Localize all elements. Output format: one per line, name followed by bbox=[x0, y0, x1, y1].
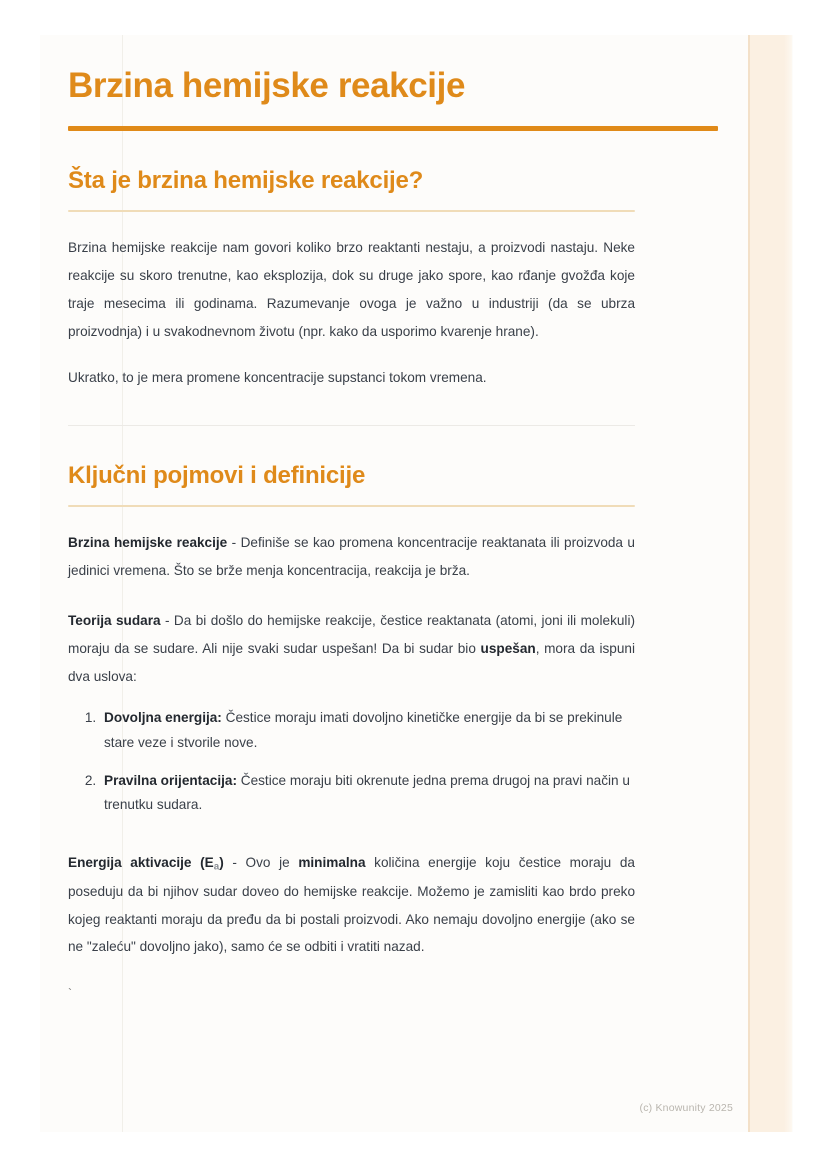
subscript-a: a bbox=[213, 861, 220, 873]
collision-conditions-list bbox=[68, 690, 640, 831]
definition-emphasis: uspešan bbox=[480, 640, 536, 656]
definition-term-text: - Ovo je bbox=[223, 855, 299, 871]
definition-term-label bbox=[68, 855, 224, 873]
document-content bbox=[68, 35, 668, 1001]
paragraph-intro: Brzina hemijske reakcije nam govori koliko brzo reaktanti nestaju, a proizvodi nastaju. Neke reakcije su skoro trenutne, kao eksplozija, dok su druge jako spore, kao rđanje gvožđa koje traje mesecima ili godinama. Razumevanje ovoga je važno u industriji (da se ubrza proizvodnja) i u svakodnevnom životu (npr. kako da usporimo kvarenje hrane). bbox=[68, 240, 635, 339]
definition-term-label-post: ) bbox=[219, 855, 224, 871]
list-item-label: Dovoljna energija: bbox=[104, 710, 222, 726]
page-title: Brzina hemijske reakcije bbox=[68, 66, 466, 105]
definition-term-text: - Da bi došlo do hemijske reakcije, čestice reaktanata (atomi, joni ili molekuli) moraju da se sudare. Ali nije svaki sudar uspešan! Da bi sudar bio bbox=[68, 612, 635, 656]
list-item-label: Pravilna orijentacija: bbox=[104, 772, 237, 788]
section-heading-key-terms: Ključni pojmovi i definicije bbox=[68, 462, 366, 490]
definition-emphasis: minimalna bbox=[298, 855, 366, 871]
definition-term-text-cont: , mora da ispuni dva uslova: bbox=[68, 640, 636, 684]
definition-term-label-pre: Energija aktivacije (E bbox=[68, 855, 214, 871]
page-right-accent-strip-inner bbox=[784, 35, 792, 1132]
definition-term-label: Brzina hemijske reakcije bbox=[68, 535, 228, 551]
list-item-text: Čestice moraju imati dovoljno kinetičke energije da bi se prekinule stare veze i stvorile nove. bbox=[104, 710, 623, 750]
list-item bbox=[100, 706, 640, 768]
list-item-text: Čestice moraju biti okrenute jedna prema drugoj na pravi način u trenutku sudara. bbox=[104, 772, 630, 813]
page-right-accent-strip bbox=[748, 35, 792, 1132]
definition-term-text: - Definiše se kao promena koncentracije reaktanata ili proizvoda u jedinici vremena. Što se brže menja koncentracija, reakcija je brža. bbox=[68, 535, 635, 579]
paragraph-summary: Ukratko, to je mera promene koncentracije supstanci tokom vremena. bbox=[68, 369, 487, 385]
document-page bbox=[40, 35, 793, 1132]
definition-reaction-rate bbox=[68, 507, 635, 585]
page-footer-copyright: (c) Knowunity 2025 bbox=[639, 1102, 733, 1114]
section-heading-what-is: Šta je brzina hemijske reakcije? bbox=[68, 167, 424, 195]
list-item bbox=[100, 769, 640, 831]
definition-term-text-cont: količina energije koju čestice moraju da poseduju da bi njihov sudar doveo do hemijske reakcije. Možemo je zamisliti kao brdo preko kojeg reaktanti moraju da pređu da bi postali proizvodi. Ako nemaju dovoljno energije (ako se ne "zaleću" dovoljno jako), samo će se odbiti i vratiti nazad. bbox=[68, 855, 635, 955]
definition-collision-theory bbox=[68, 585, 635, 691]
trailing-backtick-mark: ` bbox=[68, 986, 72, 1001]
definition-activation-energy bbox=[68, 831, 635, 961]
definition-term-label: Teorija sudara bbox=[68, 612, 161, 628]
